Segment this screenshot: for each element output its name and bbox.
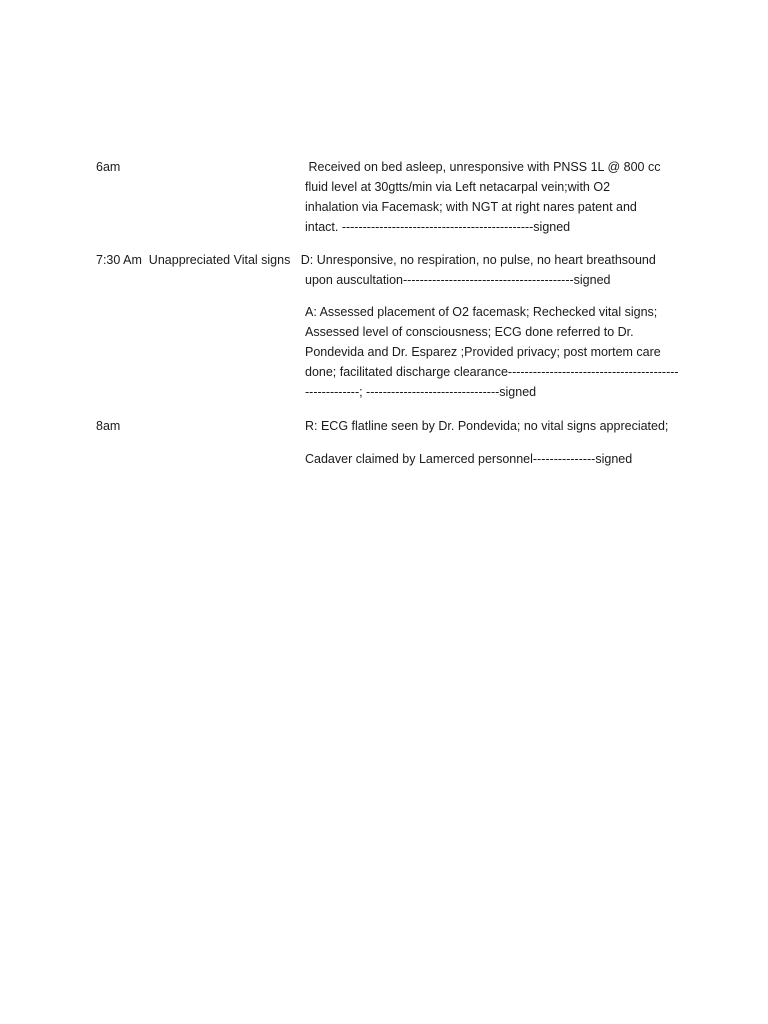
note-line: Assessed level of consciousness; ECG done referred to Dr. [305, 325, 634, 339]
entry-time-730am-with-data: 7:30 Am Unappreciated Vital signs D: Unresponsive, no respiration, no pulse, no heart breathsound [96, 253, 656, 267]
note-line: inhalation via Facemask; with NGT at right nares patent and [305, 200, 637, 214]
note-line: intact. ----------------------------------------------signed [305, 220, 571, 234]
note-line: upon auscultation-----------------------------------------signed [305, 273, 611, 287]
note-line: Pondevida and Dr. Esparez ;Provided privacy; post mortem care [305, 345, 661, 359]
entry-note-cadaver-claimed [305, 449, 632, 469]
note-line: R: ECG flatline seen by Dr. Pondevida; no vital signs appreciated; [305, 419, 669, 433]
note-line: done; facilitated discharge clearance----------------------------------------- [305, 365, 679, 379]
entry-note-action [305, 302, 679, 402]
note-line: fluid level at 30gtts/min via Left netacarpal vein;with O2 [305, 180, 611, 194]
note-line: Received on bed asleep, unresponsive with PNSS 1L @ 800 cc [305, 160, 661, 174]
note-line: -------------; --------------------------------signed [305, 385, 537, 399]
entry-note-received [305, 157, 661, 237]
entry-note-data-continuation [305, 270, 611, 290]
note-line: Cadaver claimed by Lamerced personnel---------------signed [305, 452, 633, 466]
entry-note-response [305, 416, 668, 436]
entry-time-8am: 8am [96, 419, 121, 433]
entry-time-6am: 6am [96, 160, 121, 174]
note-line: A: Assessed placement of O2 facemask; Rechecked vital signs; [305, 305, 658, 319]
